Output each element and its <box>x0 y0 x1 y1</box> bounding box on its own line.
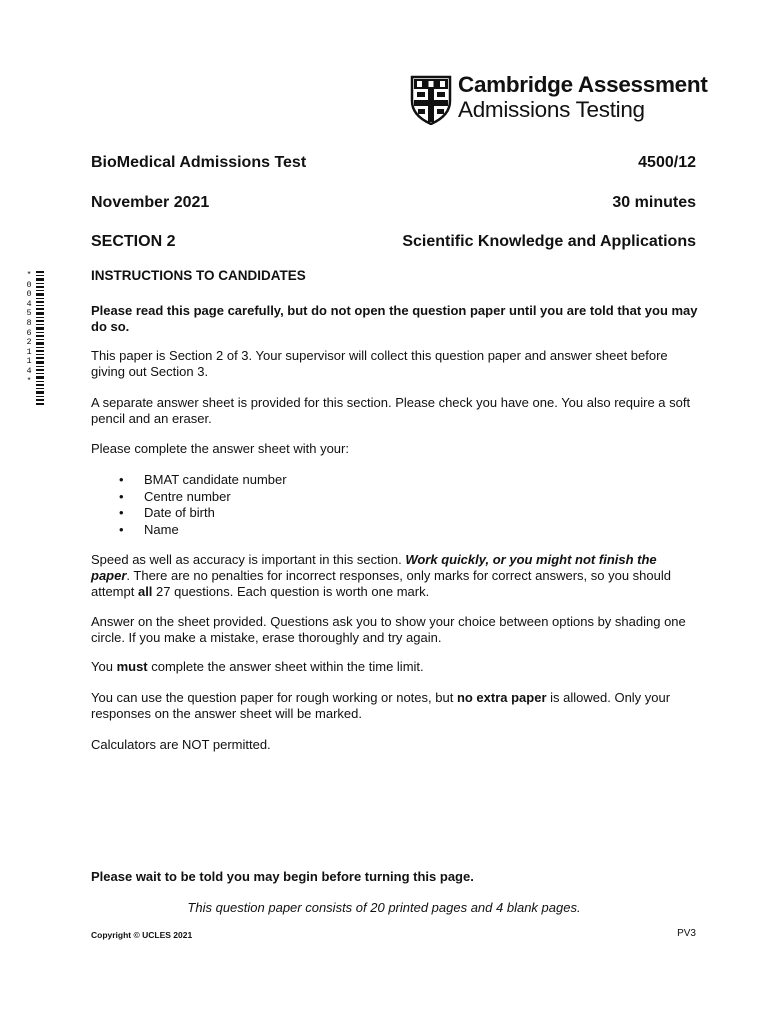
must-paragraph <box>91 659 699 675</box>
speed-paragraph <box>91 552 699 600</box>
answer-paragraph: Answer on the sheet provided. Questions ask you to show your choice between options by shading one circle. If you make a mistake, erase thoroughly and try again. <box>91 614 686 645</box>
rough-text-c: is allowed. Only your responses on the answer sheet will be marked. <box>91 690 671 721</box>
rough-work-paragraph <box>91 690 699 722</box>
test-name: BioMedical Admissions Test <box>91 154 307 171</box>
list-item: • Name <box>144 522 287 539</box>
logo-line-2: Admissions Testing <box>458 97 645 122</box>
copyright: Copyright © UCLES 2021 <box>91 930 193 940</box>
instructions-paragraph-3: Please complete the answer sheet with your: <box>91 441 349 456</box>
list-item: • Date of birth <box>144 505 287 522</box>
instructions-warning: Please read this page carefully, but do not open the question paper until you are told that you may do so. <box>91 303 698 334</box>
cambridge-shield-icon <box>410 75 452 125</box>
instructions-heading: INSTRUCTIONS TO CANDIDATES <box>91 268 306 283</box>
barcode-bars-icon <box>36 271 44 407</box>
wait-notice: Please wait to be told you may begin before turning this page. <box>91 869 474 884</box>
speed-text-e: 27 questions. Each question is worth one mark. <box>152 584 430 599</box>
rough-text-emphasis: no extra paper <box>456 690 547 705</box>
section-title: Scientific Knowledge and Applications <box>402 233 696 250</box>
page-count-note: This question paper consists of 20 printed pages and 4 blank pages. <box>187 900 581 915</box>
instructions-paragraph-2: A separate answer sheet is provided for this section. Please check you have one. You also require a soft pencil and an eraser. <box>91 395 691 426</box>
speed-text-c: . There are no penalties for incorrect responses, only marks for correct answers, so you should attempt <box>91 568 671 599</box>
speed-text-emphasis: Work quickly, or you might not finish the paper <box>91 552 657 583</box>
exam-duration: 30 minutes <box>612 194 696 211</box>
barcode-digits: *0045862114* <box>26 270 32 386</box>
document-code: PV3 <box>677 928 696 939</box>
cambridge-logo <box>410 73 710 129</box>
barcode <box>22 271 44 407</box>
rough-text-a: You can use the question paper for rough working or notes, but <box>91 690 457 705</box>
must-text-c: complete the answer sheet within the time limit. <box>147 659 424 674</box>
speed-text-all: all <box>137 584 153 599</box>
must-text-a: You <box>91 659 117 674</box>
calculator-paragraph: Calculators are NOT permitted. <box>91 737 271 752</box>
answer-sheet-details-list <box>144 472 287 538</box>
exam-date: November 2021 <box>91 194 210 211</box>
instructions-paragraph-1: This paper is Section 2 of 3. Your supervisor will collect this question paper and answer sheet before giving out Section 3. <box>91 348 668 379</box>
paper-code: 4500/12 <box>638 154 696 171</box>
section-label: SECTION 2 <box>91 233 176 250</box>
list-item: • BMAT candidate number <box>144 472 287 489</box>
speed-text-a: Speed as well as accuracy is important in this section. <box>91 552 406 567</box>
logo-line-1: Cambridge Assessment <box>458 72 708 97</box>
must-text-emphasis: must <box>116 659 148 674</box>
list-item: • Centre number <box>144 489 287 506</box>
